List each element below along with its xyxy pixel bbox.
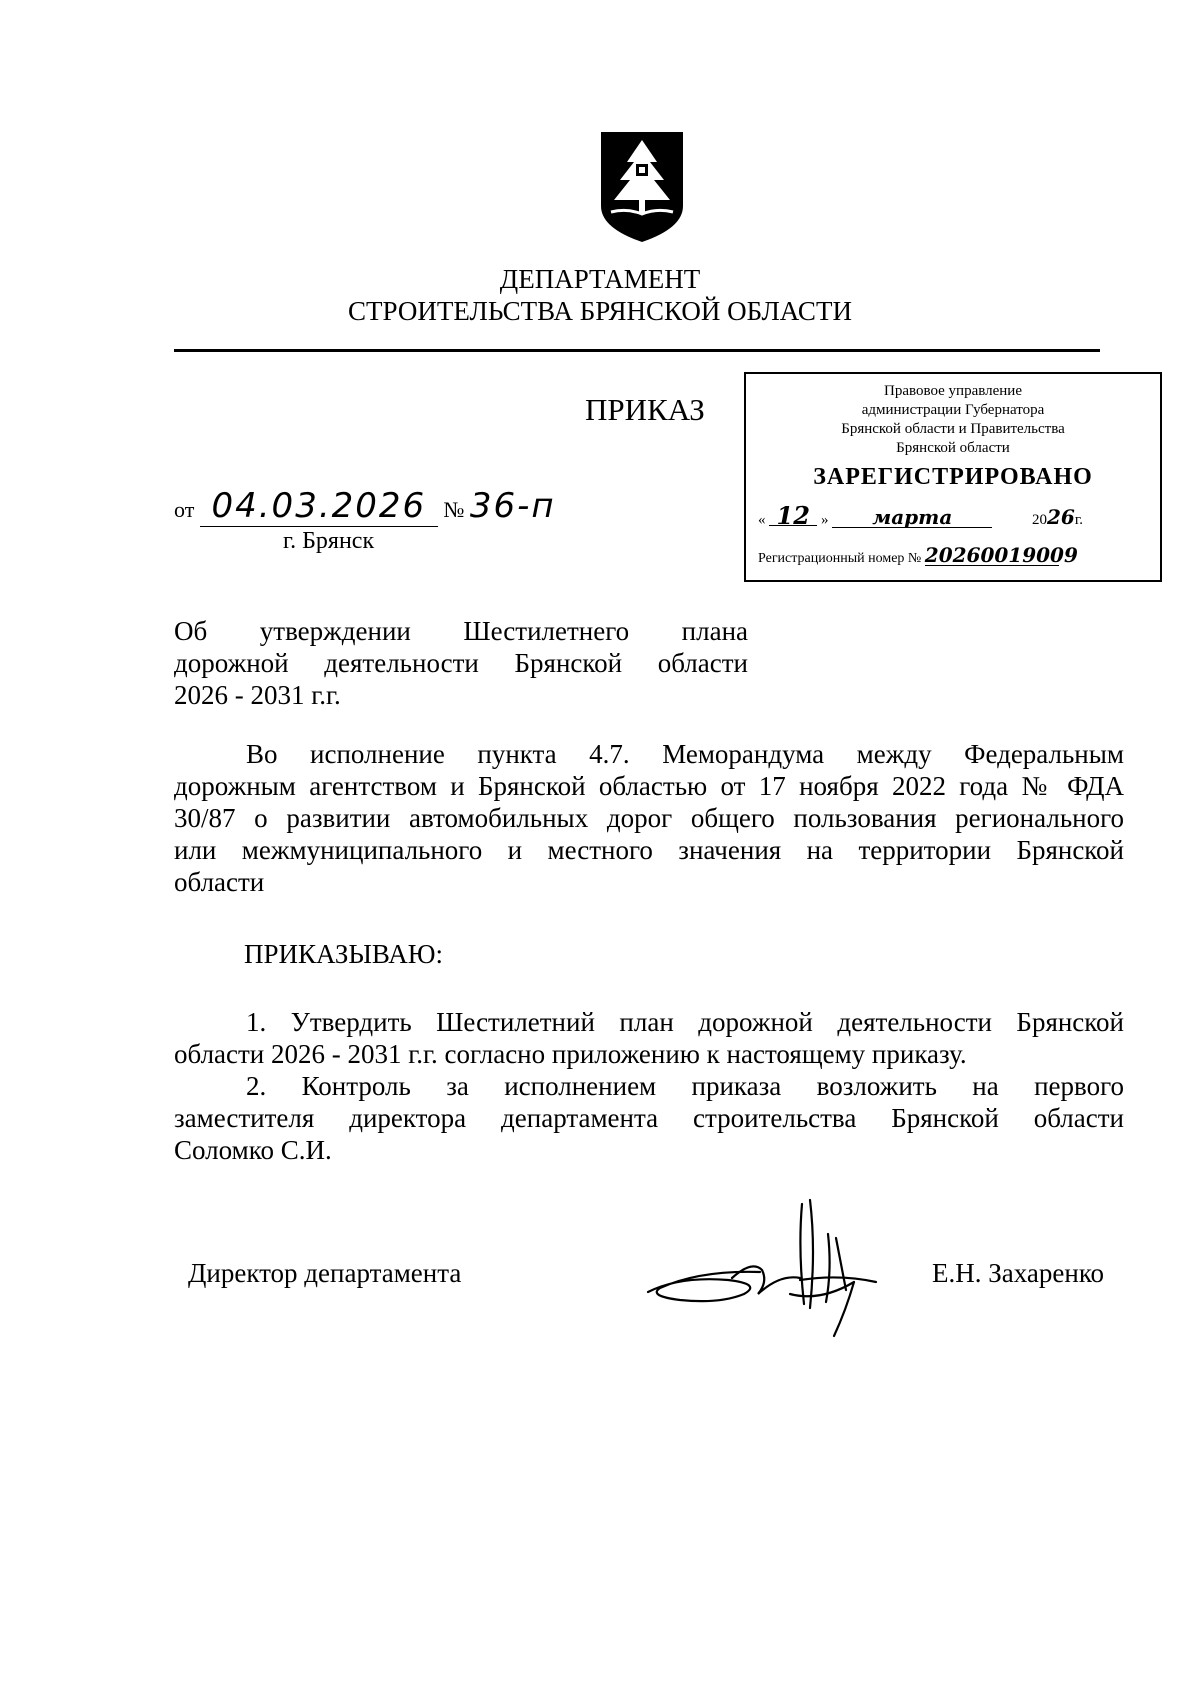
handwritten-signature	[640, 1190, 890, 1350]
stamp-quote-open: «	[758, 512, 766, 528]
stamp-quote-close: »	[821, 512, 829, 528]
stamp-reg-label: Регистрационный номер №	[758, 551, 922, 566]
stamp-month: марта	[832, 508, 992, 528]
order-subject	[174, 615, 748, 711]
subject-line: 2026 - 2031 г.г.	[174, 680, 341, 710]
order-date-line	[174, 486, 556, 527]
header-divider	[174, 349, 1100, 352]
subject-line: Об утверждении Шестилетнего плана	[174, 616, 748, 646]
item-line: заместителя директора департамента строительства Брянской области	[174, 1103, 1124, 1133]
stamp-org-line: Брянской области и Правительства	[841, 421, 1065, 437]
order-directive: ПРИКАЗЫВАЮ:	[244, 939, 443, 969]
stamp-org-line: администрации Губернатора	[861, 402, 1045, 418]
coat-of-arms-emblem	[597, 128, 687, 244]
signatory-position: Директор департамента	[188, 1258, 462, 1288]
item-line: 2. Контроль за исполнением приказа возложить на первого	[246, 1071, 1124, 1101]
number-prefix: №	[443, 497, 465, 522]
preamble-paragraph	[174, 738, 1124, 898]
order-city: г. Брянск	[283, 528, 375, 554]
department-name-line-2: СТРОИТЕЛЬСТВА БРЯНСКОЙ ОБЛАСТИ	[348, 296, 852, 326]
preamble-line: или межмуниципального и местного значения на территории Брянской	[174, 835, 1124, 865]
stamp-org-line: Правовое управление	[884, 383, 1022, 399]
stamp-year-prefix: 20	[1032, 512, 1047, 528]
date-prefix: от	[174, 497, 195, 522]
preamble-line: дорожным агентством и Брянской областью от 17 ноября 2022 года № ФДА	[174, 771, 1124, 801]
stamp-status: ЗАРЕГИСТРИРОВАНО	[813, 464, 1093, 490]
stamp-year-unit: г.	[1074, 512, 1084, 528]
document-title: ПРИКАЗ	[585, 392, 705, 427]
order-item-2	[174, 1070, 1124, 1166]
stamp-reg-row	[758, 543, 1150, 568]
item-line: Соломко С.И.	[174, 1135, 332, 1165]
subject-line: дорожной деятельности Брянской области	[174, 648, 748, 678]
preamble-line: области	[174, 867, 265, 897]
stamp-day: 12	[769, 506, 817, 526]
item-line: области 2026 - 2031 г.г. согласно приложению к настоящему приказу.	[174, 1039, 967, 1069]
department-name-line-1: ДЕПАРТАМЕНТ	[499, 264, 701, 294]
order-date: 04.03.2026	[200, 486, 438, 527]
order-number: 36-п	[469, 486, 556, 526]
preamble-line: Во исполнение пункта 4.7. Меморандума между Федеральным	[246, 739, 1124, 769]
item-line: 1. Утвердить Шестилетний план дорожной деятельности Брянской	[246, 1007, 1124, 1037]
registration-stamp	[744, 372, 1162, 582]
preamble-line: 30/87 о развитии автомобильных дорог общего пользования регионального	[174, 803, 1124, 833]
stamp-reg-number: 20260019009	[924, 543, 1078, 567]
stamp-date-row	[758, 501, 1150, 530]
signatory-name: Е.Н. Захаренко	[932, 1258, 1105, 1288]
stamp-year-suffix: 26	[1047, 505, 1075, 529]
order-item-1	[174, 1006, 1124, 1070]
stamp-org-line: Брянской области	[896, 440, 1010, 456]
